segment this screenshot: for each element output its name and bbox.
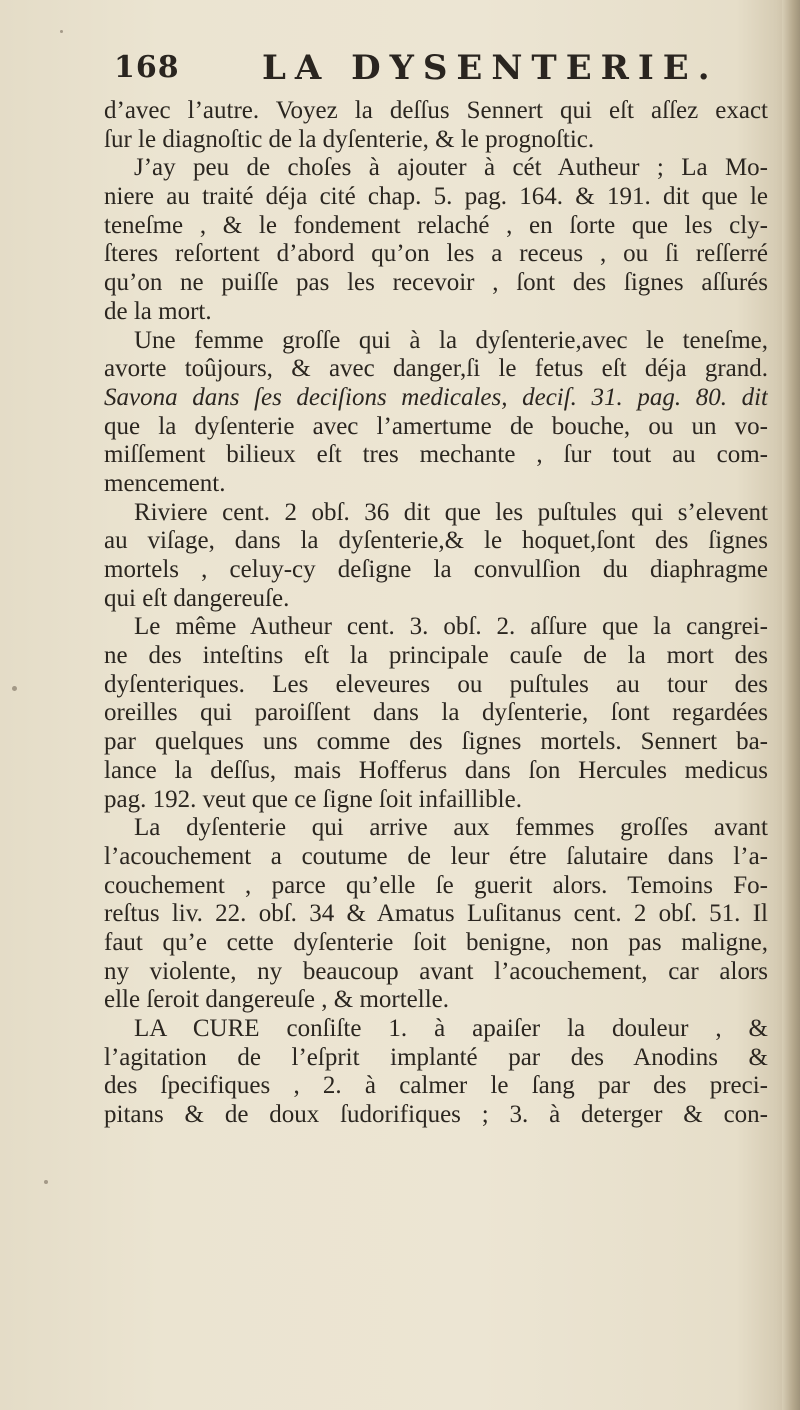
text-line: pitans & de doux ſudorifiques ; 3. à deterger & con- xyxy=(104,1101,768,1129)
running-title: LA DYSENTERIE. xyxy=(262,48,719,88)
text-line: couchement , parce qu’elle ſe guerit alors. Temoins Fo- xyxy=(104,871,768,899)
text-line: Une femme groſſe qui à la dyſenterie,avec le teneſme, xyxy=(134,326,768,354)
text-line: La dyſenterie qui arrive aux femmes groſſes avant xyxy=(134,814,768,842)
text-line: lance la deſſus, mais Hofferus dans ſon Hercules medicus xyxy=(104,756,768,784)
text-line: ne des inteſtins eſt la principale cauſe de la mort des xyxy=(104,642,768,670)
text-line: avorte toûjours, & avec danger,ſi le fetus eſt déja grand. xyxy=(104,355,768,383)
text-line: ny violente, ny beaucoup avant l’acouchement, car alors xyxy=(104,957,768,985)
text-line: qu’on ne puiſſe pas les recevoir , ſont des ſignes aſſurés xyxy=(104,269,768,297)
text-line: elle ſeroit dangereuſe , & mortelle. xyxy=(104,986,449,1014)
text-line: Le même Autheur cent. 3. obſ. 2. aſſure que la cangrei- xyxy=(134,613,768,641)
text-line: reſtus liv. 22. obſ. 34 & Amatus Luſitanus cent. 2 obſ. 51. Il xyxy=(104,900,768,928)
page-number: 168 xyxy=(114,50,180,85)
text-line: au viſage, dans la dyſenterie,& le hoquet,ſont des ſignes xyxy=(104,527,768,555)
text-line: qui eſt dangereuſe. xyxy=(104,584,290,612)
text-line: ſteres reſortent d’abord qu’on les a receus , ou ſi reſſerré xyxy=(104,240,768,268)
text-line: par quelques uns comme des ſignes mortels. Sennert ba- xyxy=(104,728,768,756)
text-line: oreilles qui paroiſſent dans la dyſenterie, ſont regardées xyxy=(104,699,768,727)
text-line: J’ay peu de choſes à ajouter à cét Autheur ; La Mo- xyxy=(134,154,768,182)
paper-speck xyxy=(44,1180,48,1184)
text-line: LA CURE conſiſte 1. à apaiſer la douleur , & xyxy=(134,1015,768,1042)
paper-speck xyxy=(12,686,17,691)
body-text xyxy=(104,97,768,1130)
text-line: faut qu’e cette dyſenterie ſoit benigne, non pas maligne, xyxy=(104,928,768,956)
page-edge xyxy=(782,0,800,1410)
text-line: pag. 192. veut que ce ſigne ſoit infaillible. xyxy=(104,785,522,813)
text-line: ſur le diagnoſtic de la dyſenterie, & le prognoſtic. xyxy=(104,125,595,153)
text-line: d’avec l’autre. Voyez la deſſus Sennert qui eſt aſſez exact xyxy=(104,97,768,124)
running-head xyxy=(110,46,770,94)
text-line: de la mort. xyxy=(104,297,212,325)
text-line: l’agitation de l’eſprit implanté par des Anodins & xyxy=(104,1043,768,1071)
text-line: l’acouchement a coutume de leur étre ſalutaire dans l’a- xyxy=(104,842,768,870)
text-line: niere au traité déja cité chap. 5. pag. 164. & 191. dit que le xyxy=(104,183,768,211)
text-line: Riviere cent. 2 obſ. 36 dit que les puſtules qui s’elevent xyxy=(134,498,768,526)
text-line: dyſenteriques. Les eleveures ou puſtules au tour des xyxy=(104,670,768,698)
paper-speck xyxy=(60,30,63,33)
text-line: Savona dans ſes deciſions medicales, deciſ. 31. pag. 80. dit xyxy=(104,383,768,411)
text-line: que la dyſenterie avec l’amertume de bouche, ou un vo- xyxy=(104,412,768,440)
text-line: mortels , celuy-cy deſigne la convulſion du diaphragme xyxy=(104,556,768,583)
text-line: mencement. xyxy=(104,469,226,497)
text-line: des ſpecifiques , 2. à calmer le ſang par des preci- xyxy=(104,1072,768,1100)
text-line: miſſement bilieux eſt tres mechante , ſur tout au com- xyxy=(104,441,768,469)
text-line: teneſme , & le fondement relaché , en ſorte que les cly- xyxy=(104,211,768,239)
